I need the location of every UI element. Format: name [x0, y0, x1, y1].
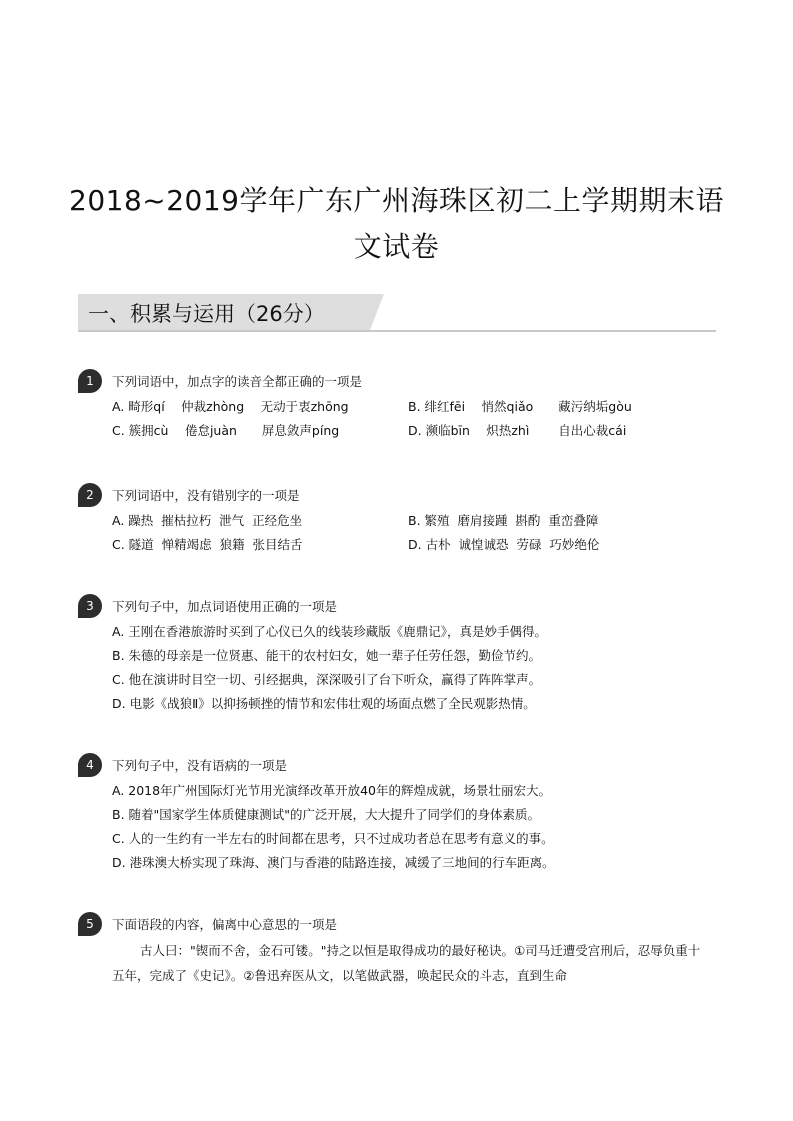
- option-c: C. 簇拥cù 倦怠juàn 屏息敛声píng: [112, 423, 340, 438]
- question-number-badge: 1: [78, 369, 102, 393]
- option-a: A. 躁热 摧枯拉朽 泄气 正经危坐: [112, 513, 303, 528]
- option-row: [78, 417, 718, 441]
- question-stem: 下列句子中，加点词语使用正确的一项是: [112, 599, 338, 614]
- question-stem: 下列句子中，没有语病的一项是: [112, 758, 288, 773]
- exam-title-line1: 2018~2019学年广东广州海珠区初二上学期期末语: [69, 184, 724, 217]
- question-number-badge: 5: [78, 912, 102, 936]
- option-b: B. 繁殖 磨肩接踵 斟酌 重峦叠障: [408, 513, 599, 528]
- question-4: [78, 753, 718, 873]
- option-a: [78, 777, 718, 801]
- option-c-text: C. 他在演讲时目空一切、引经据典，深深吸引了台下听众，赢得了阵阵掌声。: [112, 672, 542, 687]
- question-1: [78, 369, 718, 441]
- option-a-text: A. 王刚在香港旅游时买到了心仪已久的线装珍藏版《鹿鼎记》，真是妙手偶得。: [112, 624, 548, 639]
- section-tab: [78, 294, 370, 330]
- option-row: [78, 393, 718, 417]
- option-a-text: A. 2018年广州国际灯光节用光演绎改革开放40年的辉煌成就，场景壮丽宏大。: [112, 783, 551, 798]
- question-stem: 下列词语中，没有错别字的一项是: [112, 488, 300, 503]
- question-header: [78, 594, 718, 618]
- passage-paragraph: [78, 938, 702, 988]
- option-b: B. 绯红fēi 悄然qiǎo 藏污纳垢gòu: [408, 399, 632, 414]
- question-3: [78, 594, 718, 714]
- option-d: D. 濒临bīn 炽热zhì 自出心裁cái: [408, 423, 627, 438]
- question-stem: 下列词语中，加点字的读音全都正确的一项是: [112, 374, 363, 389]
- section-header: [78, 294, 716, 332]
- question-header: [78, 912, 718, 936]
- option-b-text: B. 朱德的母亲是一位贤惠、能干的农村妇女，她一辈子任劳任怨，勤俭节约。: [112, 648, 542, 663]
- option-c: C. 隧道 惮精竭虑 狼籍 张目结舌: [112, 537, 303, 552]
- option-d: [78, 849, 718, 873]
- section-label: 一、积累与运用（26分）: [88, 302, 325, 326]
- option-d-text: D. 电影《战狼Ⅱ》以抑扬顿挫的情节和宏伟壮观的场面点燃了全民观影热情。: [112, 696, 536, 711]
- option-row: [78, 507, 718, 531]
- question-2: [78, 483, 718, 555]
- option-a: A. 畸形qí 仲裁zhòng 无动于衷zhōng: [112, 399, 349, 414]
- question-header: [78, 369, 718, 393]
- question-number-badge: 3: [78, 594, 102, 618]
- question-5: [78, 912, 718, 988]
- option-c-text: C. 人的一生约有一半左右的时间都在思考，只不过成功者总在思考有意义的事。: [112, 831, 554, 846]
- question-stem: 下面语段的内容，偏离中心意思的一项是: [112, 917, 338, 932]
- option-d-text: D. 港珠澳大桥实现了珠海、澳门与香港的陆路连接，减缓了三地间的行车距离。: [112, 855, 555, 870]
- option-row: [78, 531, 718, 555]
- option-c: [78, 825, 718, 849]
- exam-title-line2: 文试卷: [353, 230, 440, 263]
- option-b-text: B. 随着"国家学生体质健康测试"的广泛开展，大大提升了同学们的身体素质。: [112, 807, 541, 822]
- option-a: [78, 618, 718, 642]
- question-header: [78, 753, 718, 777]
- question-header: [78, 483, 718, 507]
- option-d: D. 古朴 诚惶诚恐 劳碌 巧妙绝伦: [408, 537, 600, 552]
- option-d: [78, 690, 718, 714]
- question-number-badge: 2: [78, 483, 102, 507]
- passage-text: 古人曰："锲而不舍，金石可镂。"持之以恒是取得成功的最好秘诀。①司马迁遭受宫刑后，忍辱负重十五年，完成了《史记》。②鲁迅弃医从文，以笔做武器，唤起民众的斗志，直到生命: [112, 943, 701, 983]
- option-b: [78, 642, 718, 666]
- option-c: [78, 666, 718, 690]
- question-number-badge: 4: [78, 753, 102, 777]
- exam-title: [60, 178, 733, 270]
- option-b: [78, 801, 718, 825]
